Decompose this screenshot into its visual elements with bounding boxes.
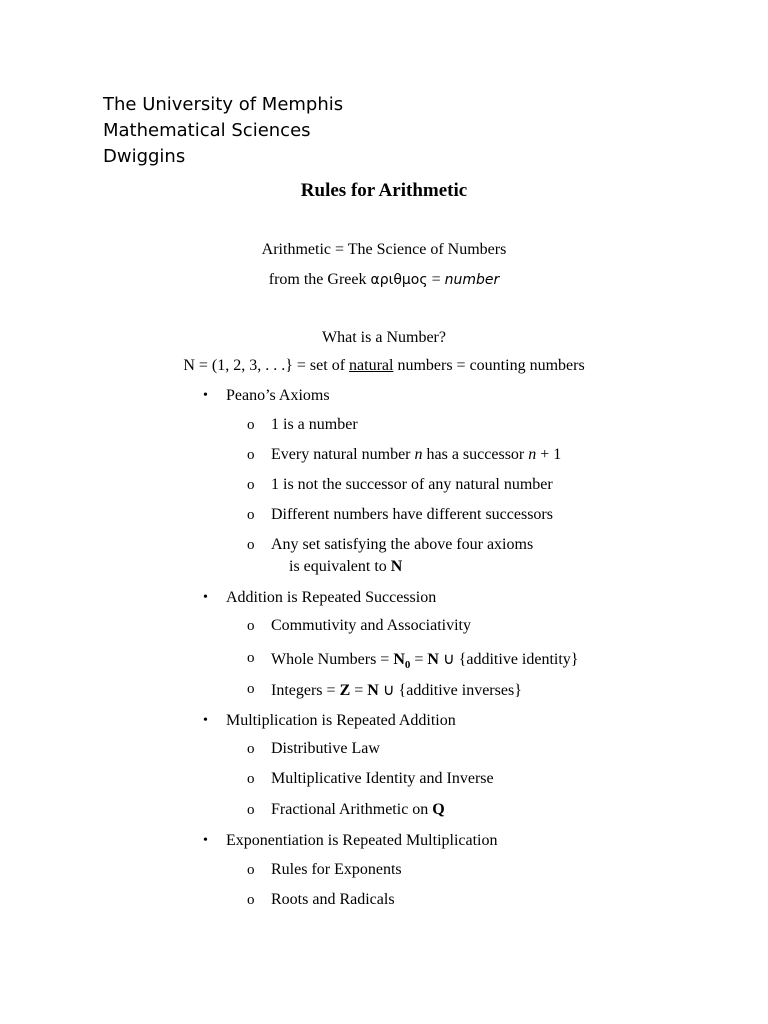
document-header [103, 92, 343, 170]
sub-marker: o [247, 650, 255, 666]
sub-marker: o [247, 618, 255, 634]
sub-marker: o [247, 537, 255, 553]
peano-item-3: 1 is not the successor of any natural number [271, 476, 553, 493]
sub-marker: o [247, 417, 255, 433]
peano-item-2 [271, 446, 561, 464]
addition-item-2 [271, 649, 578, 671]
exponentiation-label: Exponentiation is Repeated Multiplication [226, 832, 498, 849]
exponentiation-item-2: Roots and Radicals [271, 891, 395, 908]
addition-item-3-b2: N [367, 682, 379, 699]
addition-item-2-a: Whole Numbers = [271, 651, 394, 668]
addition-item-2-c: ∪ {additive identity} [438, 651, 579, 668]
addition-item-3-b1: Z [339, 682, 351, 699]
department-name: Mathematical Sciences [103, 120, 311, 141]
multiplication-item-2: Multiplicative Identity and Inverse [271, 770, 494, 787]
multiplication-item-3 [271, 801, 445, 819]
addition-item-2-sub: 0 [404, 659, 411, 672]
addition-item-1: Commutivity and Associativity [271, 617, 471, 634]
sub-marker: o [247, 741, 255, 757]
exponentiation-item-1: Rules for Exponents [271, 861, 402, 878]
addition-item-2-b2: N [427, 651, 439, 668]
sub-marker: o [247, 507, 255, 523]
addition-item-2-b1: N [393, 651, 405, 668]
peano-item-2-n1: n [414, 446, 423, 463]
addition-item-3 [271, 680, 522, 700]
bullet-marker: • [203, 713, 208, 728]
addition-item-3-eq: = [350, 682, 368, 699]
author-name: Dwiggins [103, 146, 186, 167]
bullet-marker: • [203, 388, 208, 403]
peano-item-4: Different numbers have different successors [271, 506, 553, 523]
bullet-marker: • [203, 833, 208, 848]
peano-item-2-c: + 1 [536, 446, 562, 463]
greek-prefix: from the Greek [268, 271, 371, 288]
sub-marker: o [247, 477, 255, 493]
peano-item-2-b: has a successor [422, 446, 529, 463]
peano-item-5-prefix: is equivalent to [289, 558, 391, 575]
naturals-suffix: numbers = counting numbers [393, 357, 585, 374]
naturals-line [0, 357, 768, 375]
peano-item-2-a: Every natural number [271, 446, 415, 463]
greek-word: αριθμος [370, 272, 428, 288]
bullet-marker: • [203, 590, 208, 605]
addition-item-3-a: Integers = [271, 682, 340, 699]
greek-meaning: number [444, 272, 500, 288]
sub-marker: o [247, 862, 255, 878]
multiplication-label: Multiplication is Repeated Addition [226, 712, 456, 729]
greek-line [0, 271, 768, 289]
sub-marker: o [247, 681, 255, 697]
peano-label: Peano’s Axioms [226, 387, 330, 404]
university-name: The University of Memphis [103, 94, 344, 115]
addition-item-2-eq: = [410, 651, 428, 668]
naturals-prefix: N = (1, 2, 3, . . .} = set of [183, 357, 350, 374]
sub-marker: o [247, 771, 255, 787]
peano-item-2-n2: n [528, 446, 537, 463]
peano-item-5-line2 [289, 558, 402, 576]
sub-marker: o [247, 447, 255, 463]
multiplication-item-3-b: Q [432, 801, 445, 818]
multiplication-item-3-a: Fractional Arithmetic on [271, 801, 433, 818]
question-line: What is a Number? [322, 329, 446, 346]
greek-eq: = [427, 271, 445, 288]
peano-item-5-line1: Any set satisfying the above four axioms [271, 536, 534, 553]
peano-item-1: 1 is a number [271, 416, 358, 433]
multiplication-item-1: Distributive Law [271, 740, 380, 757]
sub-marker: o [247, 892, 255, 908]
peano-item-5-bold: N [390, 558, 403, 575]
page-title: Rules for Arithmetic [300, 180, 468, 201]
addition-item-3-c: ∪ {additive inverses} [378, 682, 522, 699]
definition-line: Arithmetic = The Science of Numbers [261, 241, 507, 258]
sub-marker: o [247, 802, 255, 818]
addition-label: Addition is Repeated Succession [226, 589, 437, 606]
naturals-underlined: natural [349, 357, 394, 374]
